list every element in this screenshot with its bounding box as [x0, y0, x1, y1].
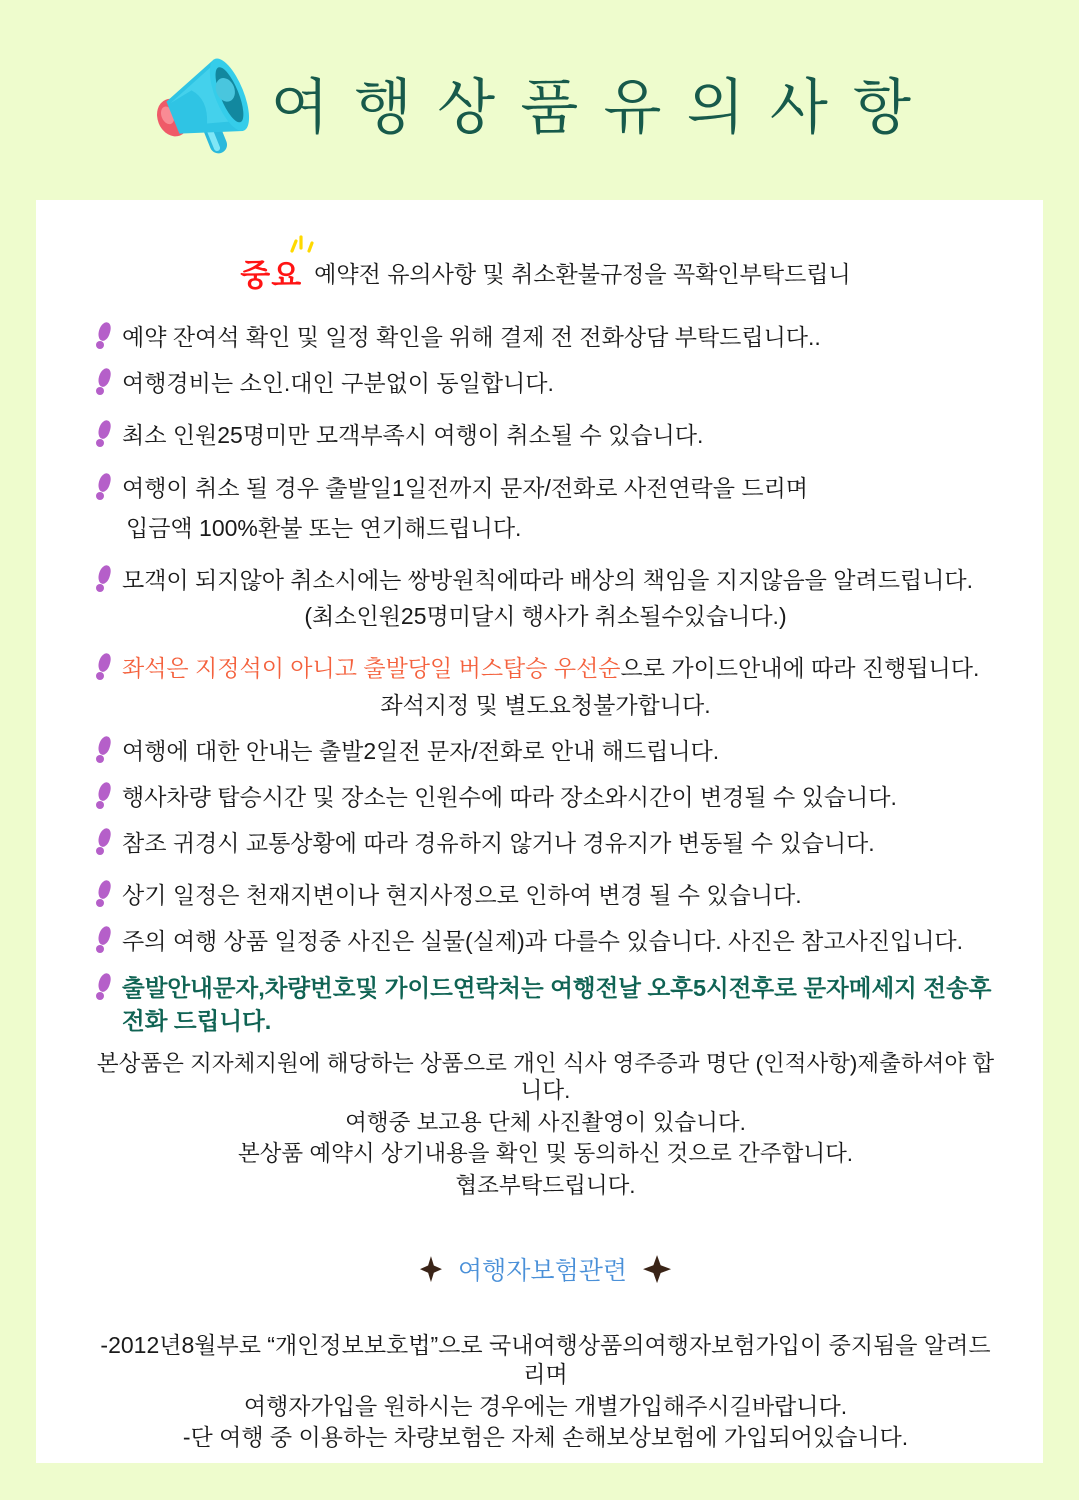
item-text: 모객이 되지않아 취소시에는 쌍방원칙에따라 배상의 책임을 지지않음을 알려드립니다.: [122, 566, 973, 593]
footprint-icon: [94, 420, 112, 448]
item-text: 출발안내문자,차량번호및 가이드연락처는 여행전날 오후5시전후로 문자메세지 전송후 전화 드립니다.: [122, 974, 992, 1034]
list-item: [94, 827, 997, 859]
footprint-icon: [94, 565, 112, 593]
footprint-icon: [94, 653, 112, 681]
note-line: 본상품 예약시 상기내용을 확인 및 동의하신 것으로 간주합니다.: [237, 1141, 854, 1167]
sparkle-icon: [420, 1256, 442, 1282]
list-item: [94, 367, 997, 399]
notice-card: [36, 200, 1043, 1463]
center-notes: [94, 1051, 997, 1199]
sparkle-icon: [643, 1255, 671, 1283]
note-line: 협조부탁드립니다.: [455, 1172, 636, 1198]
spark-icon: [288, 234, 314, 254]
list-item: [94, 925, 997, 957]
item-subtext: 좌석지정 및 별도요청불가합니다.: [380, 691, 711, 718]
list-item: [94, 321, 997, 353]
list-item-emphasis: [94, 972, 997, 1038]
highlighted-text: 좌석은 지정석이 아니고 출발당일 버스탑승 우선순: [122, 655, 621, 682]
list-item: [94, 781, 997, 813]
item-text: 행사차량 탑승시간 및 장소는 인원수에 따라 장소와시간이 변경될 수 있습니다.: [122, 783, 897, 810]
footprint-icon: [94, 473, 112, 501]
note-line: 본상품은 지자체지원에 해당하는 상품으로 개인 식사 영주증과 명단 (인적사항)제출하셔야 합니다.: [96, 1051, 995, 1103]
item-subtext: (최소인원25명미달시 행사가 취소될수있습니다.): [304, 603, 787, 630]
list-item: [94, 472, 997, 544]
list-item: [94, 652, 997, 720]
footprint-icon: [94, 736, 112, 764]
item-text: 좌석은 지정석이 아니고 출발당일 버스탑승 우선순으로 가이드안내에 따라 진행됩니다.: [122, 655, 980, 682]
insurance-title: 여행자보험관련: [457, 1257, 628, 1286]
item-text: 여행에 대한 안내는 출발2일전 문자/전화로 안내 해드립니다.: [122, 737, 720, 764]
item-text: 여행이 취소 될 경우 출발일1일전까지 문자/전화로 사전연락을 드리며: [122, 474, 809, 501]
item-text: 상기 일정은 천재지변이나 현지사정으로 인하여 변경 될 수 있습니다.: [122, 882, 802, 909]
note-line: 여행중 보고용 단체 사진촬영이 있습니다.: [345, 1109, 746, 1135]
insurance-line: -2012년8월부로 “개인정보보호법”으로 국내여행상품의여행자보험가입이 중지됨을 알려드리며: [100, 1332, 991, 1387]
footprint-icon: [94, 322, 112, 350]
list-item: [94, 879, 997, 911]
item-text: 참조 귀경시 교통상황에 따라 경유하지 않거나 경유지가 변동될 수 있습니다.: [122, 830, 875, 857]
item-text: 여행경비는 소인.대인 구분없이 동일합니다.: [122, 370, 554, 397]
list-item: [94, 419, 997, 451]
insurance-line: 여행자가입을 원하시는 경우에는 개별가입해주시길바랍니다.: [243, 1392, 848, 1419]
insurance-line: -단 여행 중 이용하는 차량보험은 자체 손해보상보험에 가입되어있습니다.: [182, 1424, 909, 1451]
footprint-icon: [94, 828, 112, 856]
important-badge: 중요: [240, 250, 302, 295]
list-item: [94, 735, 997, 767]
footprint-icon: [94, 782, 112, 810]
page-title: 여행상품유의사항: [270, 74, 937, 141]
item-subtext: 입금액 100%환불 또는 연기해드립니다.: [126, 514, 522, 541]
footprint-icon: [94, 880, 112, 908]
item-text: 예약 잔여석 확인 및 일정 확인을 위해 결제 전 전화상담 부탁드립니다..: [122, 324, 821, 350]
page-header: [0, 0, 1079, 200]
item-text: 최소 인원25명미만 모객부족시 여행이 취소될 수 있습니다.: [122, 422, 704, 449]
important-text: 예약전 유의사항 및 취소환불규정을 꼭확인부탁드립니: [314, 261, 851, 287]
footprint-icon: [94, 926, 112, 954]
important-line: [94, 250, 997, 295]
footprint-icon: [94, 973, 112, 1001]
list-item: [94, 564, 997, 632]
megaphone-icon: [143, 40, 265, 166]
item-text: 주의 여행 상품 일정중 사진은 실물(실제)과 다를수 있습니다. 사진은 참고사진입니다.: [122, 928, 964, 955]
insurance-body: [94, 1331, 997, 1452]
insurance-heading: [94, 1251, 997, 1287]
footprint-icon: [94, 368, 112, 396]
